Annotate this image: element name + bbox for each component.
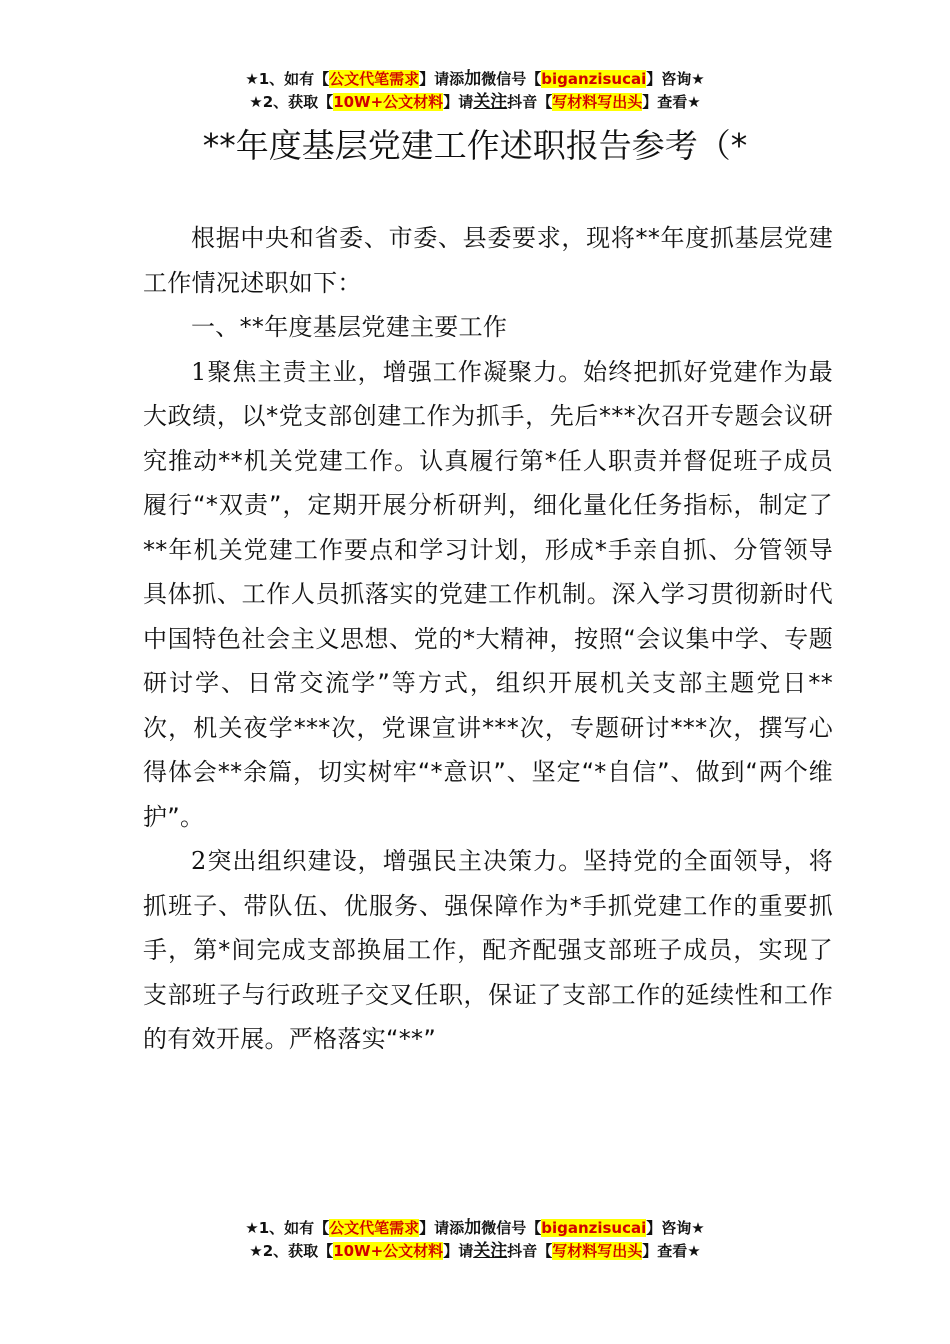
promo-text: 】查看★ [642,93,701,111]
promo-wechat-id: biganzisucai [541,70,647,88]
promo-wechat-id: biganzisucai [541,1219,647,1237]
promo-text: 】咨询★ [646,70,705,88]
promo-text: ★1、如有【 [245,1219,330,1237]
body-paragraph [143,839,833,1062]
section-heading [143,305,833,350]
promo-text: 微信号【 [481,70,542,88]
promo-highlight: 写材料写出头 [552,93,643,111]
promo-highlight: 公文代笔需求 [329,1219,420,1237]
promo-line-1 [0,68,950,91]
promo-text: 】请添 [419,70,465,88]
promo-highlight: 10W+公文材料 [333,93,444,111]
promo-text: 】请 [443,93,474,111]
promo-text: ★1、如有【 [245,70,330,88]
paragraph-text: 聚焦主责主业，增强工作凝聚力。始终把抓好党建作为最大政绩，以*党支部创建工作为抓手，先后***次召开专题会议研究推动**机关党建工作。认真履行第*任人职责并督促班子成员履行“*双责”，定期开展分析研判，细化量化任务指标，制定了**年机关党建工作要点和学习计划，形成*手亲自抓、分管领导具体抓、工作人员抓落实的党建工作机制。深入学习贯彻新时代中国特色社会主义思想、党的*大精神，按照“会议集中学、专题研讨学、日常交流学”等方式，组织开展机关支部主题党日**次，机关夜学***次，党课宣讲***次，专题研讨***次，撰写心得体会**余篇，切实树牢“*意识”、坚定“*自信”、做到“两个维护”。 [143,357,833,831]
promo-text: 关注 [473,1241,508,1261]
promo-text: 加 [464,69,482,89]
paragraph-text: 一、**年度基层党建主要工作 [191,313,508,341]
promo-text: 加 [464,1218,482,1238]
paragraph-number: 1 [191,357,207,386]
promo-text: 关注 [473,92,508,112]
promo-text: 微信号【 [481,1219,542,1237]
promo-text: 抖音【 [507,1242,553,1260]
body-paragraph [143,216,833,305]
promo-text: 】咨询★ [646,1219,705,1237]
footer-promo-banner [0,1217,950,1263]
promo-text: ★2、获取【 [249,1242,334,1260]
document-body [143,216,833,1062]
promo-text: ★2、获取【 [249,93,334,111]
promo-line-2 [0,91,950,114]
document-title: **年度基层党建工作述职报告参考（* [202,126,748,165]
promo-highlight: 10W+公文材料 [333,1242,444,1260]
header-promo-banner [0,68,950,114]
promo-text: 抖音【 [507,93,553,111]
promo-highlight: 写材料写出头 [552,1242,643,1260]
promo-text: 】请添 [419,1219,465,1237]
promo-text: 】查看★ [642,1242,701,1260]
promo-highlight: 公文代笔需求 [329,70,420,88]
paragraph-number: 2 [191,847,207,875]
paragraph-text: 突出组织建设，增强民主决策力。坚持党的全面领导，将抓班子、带队伍、优服务、强保障作为*手抓党建工作的重要抓手，第*间完成支部换届工作，配齐配强支部班子成员，实现了支部班子与行政班子交叉任职，保证了支部工作的延续性和工作的有效开展。严格落实“**” [143,847,833,1053]
promo-text: 】请 [443,1242,474,1260]
promo-line-2 [0,1240,950,1263]
paragraph-text: 根据中央和省委、市委、县委要求，现将**年度抓基层党建工作情况述职如下： [143,224,833,297]
promo-line-1 [0,1217,950,1240]
body-paragraph [143,350,833,840]
